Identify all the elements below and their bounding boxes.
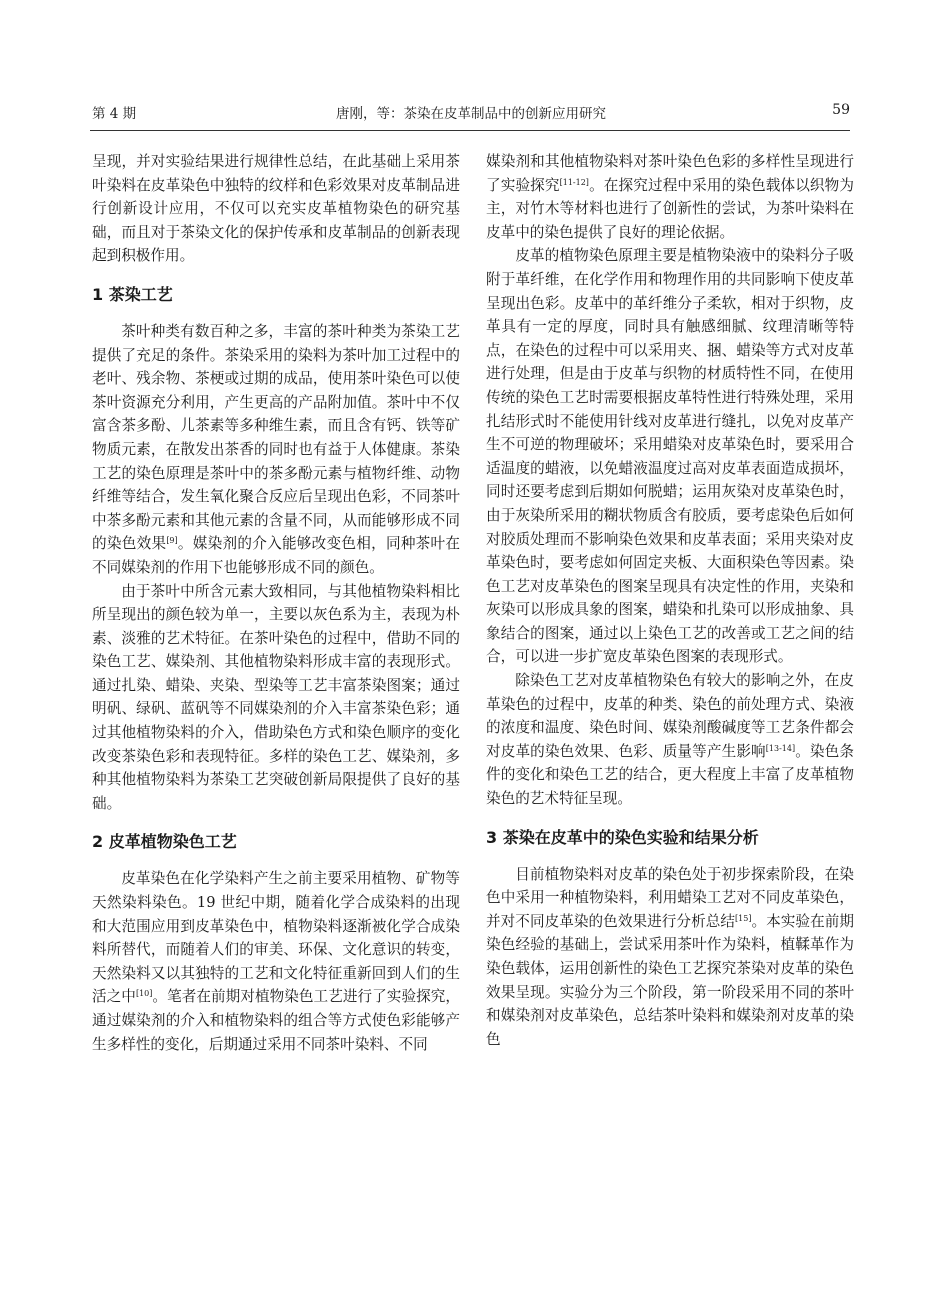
running-title: 唐刚，等：茶染在皮革制品中的创新应用研究	[336, 106, 606, 122]
section-1-paragraph-2: 由于茶叶中所含元素大致相同，与其他植物染料相比所呈现出的颜色较为单一，主要以灰色系为主，表现为朴素、淡雅的艺术特征。在茶叶染色的过程中，借助不同的染色工艺、媒染剂、其他植物染料形成丰富的表现形式。通过扎染、蜡染、夹染、型染等工艺丰富茶染图案；通过明矾、绿矾、蓝矾等不同媒染剂的介入丰富茶染色彩；通过其他植物染料的介入，借助染色方式和染色顺序的变化改变茶染色彩和表现特征。多样的染色工艺、媒染剂，多种其他植物染料为茶染工艺突破创新局限提供了良好的基础。	[92, 582, 460, 812]
paragraph-text: 。本实验在前期染色经验的基础上，尝试采用茶叶作为染料，植鞣革作为染色载体，运用创新性的染色工艺探究茶染对皮革的染色效果呈现。实验分为三个阶段，第一阶段采用不同的茶叶和媒染剂对皮革染色，总结茶叶染料和媒染剂对皮革的染色	[486, 912, 854, 1048]
section-1-paragraph-1	[92, 320, 460, 580]
issue-label: 第 4 期	[92, 106, 137, 122]
paragraph-text: 。染色条件的变化和染色工艺的结合，更大程度上丰富了皮革植物染色的艺术特征呈现。	[486, 742, 854, 808]
section-2-heading: 2 皮革植物染色工艺	[92, 832, 237, 852]
page-number: 59	[832, 102, 850, 118]
citation: [13-14]	[765, 743, 796, 753]
citation: [11-12]	[559, 177, 589, 187]
paragraph-text: 目前植物染料对皮革的染色处于初步探索阶段，在染色中采用一种植物染料，利用蜡染工艺对不同皮革染色，并对不同皮革染的色效果进行分析总结	[486, 865, 854, 930]
paragraph-text: 。媒染剂的介入能够改变色相，同种茶叶在不同媒染剂的作用下也能够形成不同的颜色。	[92, 535, 460, 576]
section-2-paragraph-2: 皮革的植物染色原理主要是植物染液中的染料分子吸附于革纤维，在化学作用和物理作用的共同影响下使皮革呈现出色彩。皮革中的革纤维分子柔软，相对于织物，皮革具有一定的厚度，同时具有触感细腻、纹理清晰等特点，在染色的过程中可以采用夹、捆、蜡染等方式对皮革进行处理，但是由于皮革与织物的材质特性不同，在使用传统的染色工艺时需要根据皮革特性进行特殊处理，采用扎结形式时不能使用针线对皮革进行缝扎，以免对皮革产生不可逆的物理破坏；采用蜡染对皮革染色时，要采用合适温度的蜡液，以免蜡液温度过高对皮革表面造成损坏，同时还要考虑到后期如何脱蜡；运用灰染对皮革染色时，由于灰染所采用的糊状物质含有胶质，要考虑染色后如何对胶质处理而不影响染色效果和皮革表面；采用夹染对皮革染色时，要考虑如何固定夹板、大面积染色等因素。染色工艺对皮革染色的图案呈现具有决定性的作用，夹染和灰染可以形成具象的图案，蜡染和扎染可以形成抽象、具象结合的图案，通过以上染色工艺的改善或工艺之间的结合，可以进一步扩宽皮革染色图案的表现形式。	[486, 247, 854, 666]
paragraph-text: 除染色工艺对皮革植物染色有较大的影响之外，在皮革染色的过程中，皮革的种类、染色的前处理方式、染液的浓度和温度、染色时间、媒染剂酸碱度等工艺条件都会对皮革的染色效果、色彩、质量等产生影响	[486, 672, 854, 760]
citation: [10]	[135, 989, 153, 999]
citation: [9]	[166, 536, 178, 546]
paragraph-text: 。笔者在前期对植物染色工艺进行了实验探究，通过媒染剂的介入和植物染料的组合等方式使色彩能够产生多样性的变化，后期通过采用不同茶叶染料、不同	[92, 988, 460, 1053]
paragraph-text: 。在探究过程中采用的染色载体以织物为主，对竹木等材料也进行了创新性的尝试，为茶叶染料在皮革中的染色提供了良好的理论依据。	[486, 176, 854, 241]
intro-paragraph: 呈现，并对实验结果进行规律性总结，在此基础上采用茶叶染料在皮革染色中独特的纹样和色彩效果对皮革制品进行创新设计应用，不仅可以充实皮革植物染色的研究基础，而且对于茶染文化的保护传承和皮革制品的创新表现起到积极作用。	[92, 153, 460, 265]
right-column	[486, 150, 854, 1051]
header-rule	[90, 130, 850, 131]
citation: [15]	[735, 913, 752, 923]
section-2-paragraph-3	[486, 669, 854, 811]
paragraph-text: 媒染剂和其他植物染料对茶叶染色色彩的多样性呈现进行了实验探究	[486, 153, 854, 194]
running-header	[92, 102, 850, 126]
section-3-heading: 3 茶染在皮革中的染色实验和结果分析	[486, 827, 759, 847]
paragraph-text: 皮革染色在化学染料产生之前主要采用植物、矿物等天然染料染色。19 世纪中期，随着化学合成染料的出现和大范围应用到皮革染色中，植物染料逐渐被化学合成染料所替代，而随着人们的审美、环保、文化意识的转变，天然染料又以其独特的工艺和文化特征重新回到人们的生活之中	[92, 870, 460, 1006]
continued-paragraph	[486, 150, 854, 244]
section-2-paragraph-1	[92, 867, 460, 1056]
section-3-paragraph-1	[486, 863, 854, 1052]
paragraph-text: 茶叶种类有数百种之多，丰富的茶叶种类为茶染工艺提供了充足的条件。茶染采用的染料为茶叶加工过程中的老叶、残余物、茶梗或过期的成品，使用茶叶染色可以使茶叶资源充分利用，产生更高的产品附加值。茶叶中不仅富含茶多酚、儿茶素等多种维生素，而且含有钙、铁等矿物质元素，在散发出茶香的同时也有益于人体健康。茶染工艺的染色原理是茶叶中的茶多酚元素与植物纤维、动物纤维等结合，发生氧化聚合反应后呈现出色彩，不同茶叶中茶多酚元素和其他元素的含量不同，从而能够形成不同的染色效果	[92, 322, 460, 553]
section-1-heading: 1 茶染工艺	[92, 284, 173, 304]
left-column	[92, 150, 460, 1056]
